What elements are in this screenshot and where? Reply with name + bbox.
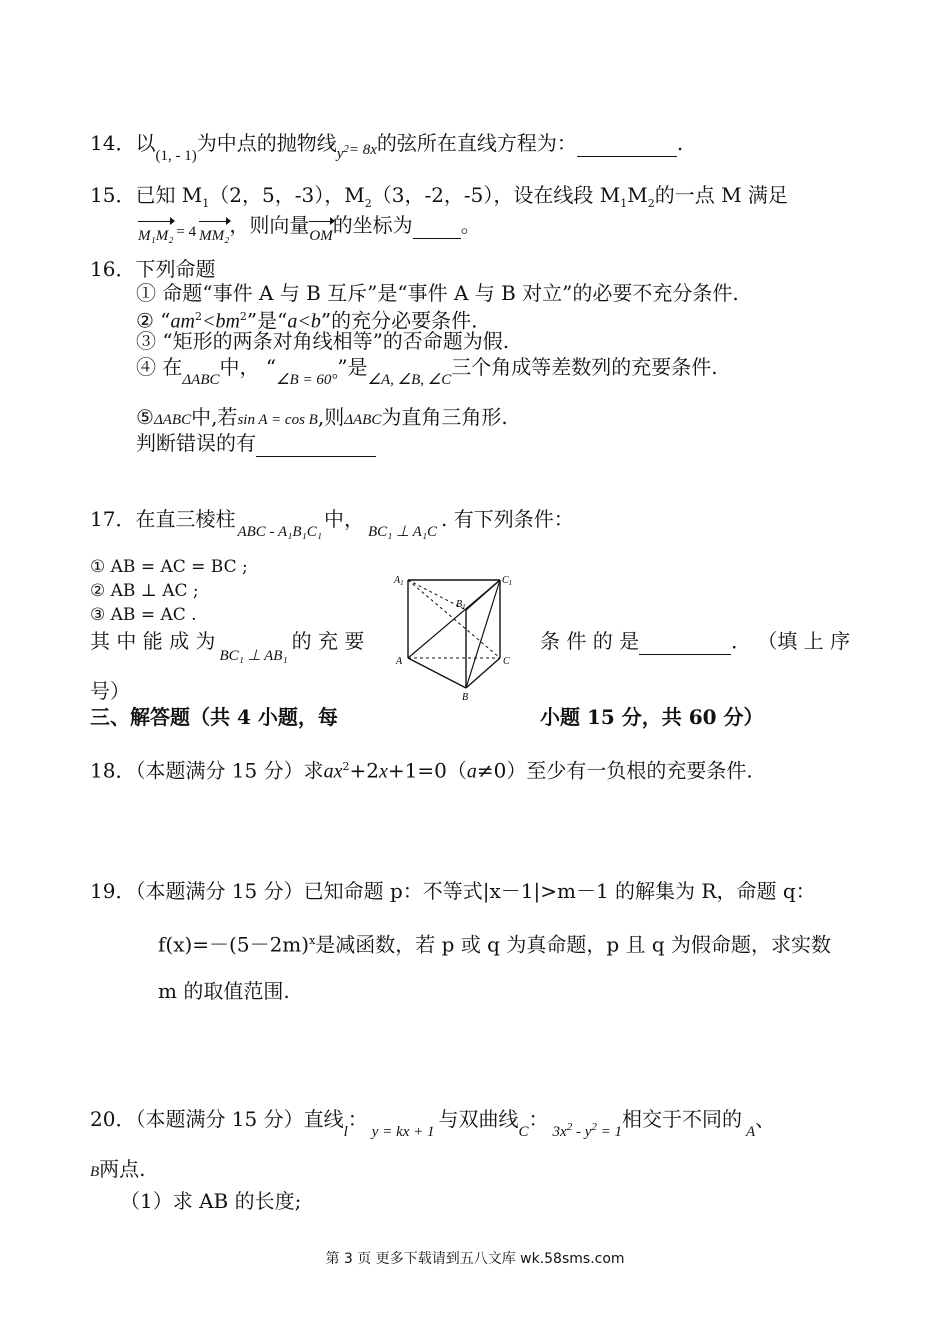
q20-text-2: ： — [347, 1107, 368, 1131]
q17-condition-1: ① AB = AC = BC ; — [90, 557, 248, 577]
q17-number: 17． — [90, 507, 136, 531]
q18-number: 18． — [90, 758, 136, 783]
q16-i4-e: ”是 — [337, 355, 368, 379]
q17-condition: BC₁ ⊥ A₁C — [367, 524, 438, 540]
q16-i2-e: a<b — [287, 310, 321, 333]
q16-item-3: ③ “矩形的两条对角线相等”的否命题为假. — [136, 329, 510, 353]
q18-eq-6: ≠0）至少有一负根的充要条件. — [476, 758, 753, 783]
q15-blank[interactable] — [413, 212, 461, 239]
q15-period: 。 — [460, 213, 481, 237]
q20-line-2 — [90, 1156, 146, 1185]
q16-i4-c: 中， “ — [219, 355, 277, 379]
q20-number: 20． — [90, 1107, 136, 1131]
q18-eq-1: ax — [323, 760, 343, 783]
q19-l2-b: x — [309, 934, 316, 947]
q15-vector-om: OM — [309, 223, 332, 249]
q14-blank[interactable] — [577, 130, 677, 157]
q16-title — [90, 256, 215, 282]
q15-text-1e: 的一点 M 满足 — [654, 183, 788, 207]
q17-text-5: 的 充 要 — [291, 629, 365, 653]
q15-equals: = 4 — [176, 224, 197, 240]
q20-text-7: 两点. — [99, 1157, 146, 1181]
page-footer: 第 3 页 更多下载请到五八文库 wk.58sms.com — [325, 1251, 625, 1267]
q14-y: y2 — [336, 143, 349, 162]
label-a: A — [396, 656, 403, 667]
q20-line-1 — [90, 1104, 776, 1140]
q19-l2-c: 是减函数，若 p 或 q 为真命题，p 且 q 为假命题，求实数 — [315, 932, 832, 957]
label-c1: $C_1$ — [502, 575, 513, 587]
section-3-heading-left: 三、解答题（共 4 小题，每 — [90, 705, 338, 729]
q14-number: 14． — [90, 131, 136, 155]
q17-line-5b — [540, 628, 850, 655]
q16-i5-c: 中,若 — [191, 405, 238, 429]
q14-point: (1, - 1) — [155, 148, 197, 164]
q16-item-2: ② “$am^2<bm^2$”是“a<b”的充分必要条件. — [136, 308, 478, 333]
q15-text-1b: （2，5，-3），M — [209, 183, 365, 207]
q19-line-1 — [90, 878, 816, 904]
q16-i2-c: <bm — [201, 310, 240, 333]
q16-i2-d: ”是“ — [246, 308, 288, 333]
q16-i5-triangle: ΔABC — [153, 412, 192, 428]
q15-vector-mm2: MM₂ — [199, 223, 229, 249]
section-3-heading-right: 小题 15 分，共 60 分） — [540, 705, 764, 729]
q14-text-2: 为中点的抛物线 — [196, 131, 337, 155]
prism-figure — [388, 570, 528, 706]
q20-text-3: 与双曲线 — [438, 1107, 519, 1131]
q20-text-1: （本题满分 15 分）直线 — [135, 1107, 344, 1131]
q20-point-b: B — [90, 1164, 100, 1180]
q16-i4-a: ④ 在 — [136, 355, 183, 379]
q17-text-8: 号） — [90, 679, 130, 703]
label-c: C — [503, 656, 510, 667]
q18-eq-5: a — [466, 760, 477, 783]
q17-text-1: 在直三棱柱 — [135, 507, 236, 531]
q16-i5-e: ,则 — [317, 405, 345, 429]
q15-text-1c: （3，-2，-5），设在线段 M — [371, 183, 621, 207]
q20-hyperbola: 3x2 - y2 = 1 — [552, 1121, 622, 1140]
q17-text-7: ． （填 上 序 — [731, 629, 851, 653]
q14-text-3: 的弦所在直线方程为： — [376, 131, 577, 155]
label-b1: $B_1$ — [456, 599, 466, 611]
q16-i5-a: ⑤ — [136, 405, 154, 429]
q15-text-2: ，则向量 — [229, 213, 310, 237]
q16-i5-equation: sin A = cos B — [237, 412, 318, 428]
q15-line-2 — [138, 212, 481, 244]
q17-text-4: 其 中 能 成 为 — [90, 629, 216, 653]
q18-eq-3: x — [379, 760, 388, 783]
q16-item-4 — [136, 354, 718, 388]
q16-i5-g: 为直角三角形. — [381, 405, 508, 429]
q18: 18．（本题满分 15 分）求$ax^2+2x+1=0(a\ne 0)$至少有一负根的充要条件. — [90, 758, 753, 783]
q19-line-2 — [158, 928, 831, 958]
q17-target: BC₁ ⊥ AB₁ — [219, 648, 288, 664]
q20-line-eq: y = kx + 1 — [371, 1124, 435, 1140]
q20-text-6: 、 — [755, 1107, 776, 1131]
q16-i5-triangle-2: ΔABC — [344, 412, 382, 428]
q20-curve-c: C — [518, 1124, 529, 1140]
q18-eq-2: +2 — [349, 758, 379, 783]
q15-text-3: 的坐标为 — [332, 213, 413, 237]
q16-i4-triangle: ΔABC — [182, 372, 220, 388]
q17-line-5 — [90, 628, 365, 664]
q18-eq-4: +1=0（ — [387, 758, 467, 783]
q16-i4-angle: ∠B = 60° — [276, 372, 338, 388]
label-b: B — [462, 692, 469, 703]
q17-blank[interactable] — [639, 628, 731, 655]
q16-ask — [136, 430, 376, 457]
q16-i4-g: 三个角成等差数列的充要条件. — [451, 355, 718, 379]
q20-line-l: l — [343, 1124, 348, 1140]
q16-i2-b: am — [170, 310, 195, 333]
q20-text-5: 相交于不同的 — [621, 1107, 742, 1131]
q15-number: 15． — [90, 183, 136, 207]
q16-i2-f: ”的充分必要条件. — [320, 308, 478, 333]
q16-item-5 — [136, 404, 508, 433]
q16-ask-text: 判断错误的有 — [136, 431, 256, 455]
q17-line-1 — [90, 506, 574, 540]
q16-number: 16． — [90, 257, 136, 281]
q16-blank[interactable] — [256, 430, 376, 457]
q14-equation: = 8x — [348, 142, 377, 158]
q17-text-6: 条 件 的 是 — [540, 629, 640, 653]
q20-part-1: （1）求 AB 的长度; — [120, 1189, 302, 1213]
q17-text-3: . 有下列条件： — [441, 507, 574, 531]
q16-item-1: ① 命题“事件 A 与 B 互斥”是“事件 A 与 B 对立”的必要不充分条件. — [136, 281, 739, 305]
q15-vector-m1m2: M₁M₂ — [138, 223, 173, 249]
q20-point-a: A — [745, 1124, 756, 1140]
q18-text-1: （本题满分 15 分）求 — [135, 758, 324, 783]
q14-text-1: 以 — [135, 131, 156, 155]
q14 — [90, 128, 684, 164]
q19-number: 19． — [90, 879, 136, 903]
q16-i2-a: ② “ — [136, 308, 171, 333]
q17-condition-3: ③ AB = AC . — [90, 605, 197, 625]
q19-line-3: m 的取值范围. — [158, 979, 290, 1003]
q17-condition-2: ② AB ⊥ AC ; — [90, 581, 199, 601]
q20-text-4: ： — [528, 1107, 549, 1131]
q19-line-1-text: （本题满分 15 分）已知命题 p：不等式|x－1|>m－1 的解集为 R，命题 q： — [135, 879, 816, 903]
q17-prism: ABC - A₁B₁C₁ — [237, 524, 322, 540]
q15-text-1d: M — [627, 183, 648, 207]
q15-line-1: 15．已知 $M_1(2$，5，-3），$M_2(3$，-2，-5），设在线段 $M_1M_2$的一点 M 满足 — [90, 183, 788, 210]
q15-text-1: 已知 M — [135, 183, 203, 207]
q14-period: . — [676, 131, 684, 155]
label-a1: $A_1$ — [394, 575, 404, 587]
q16-title-text: 下列命题 — [135, 257, 216, 281]
q16-i4-angles: ∠A, ∠B, ∠C — [367, 372, 452, 388]
q17-text-2: 中， — [323, 507, 364, 531]
q19-l2-a: f(x)=－(5－2m) — [158, 932, 310, 957]
